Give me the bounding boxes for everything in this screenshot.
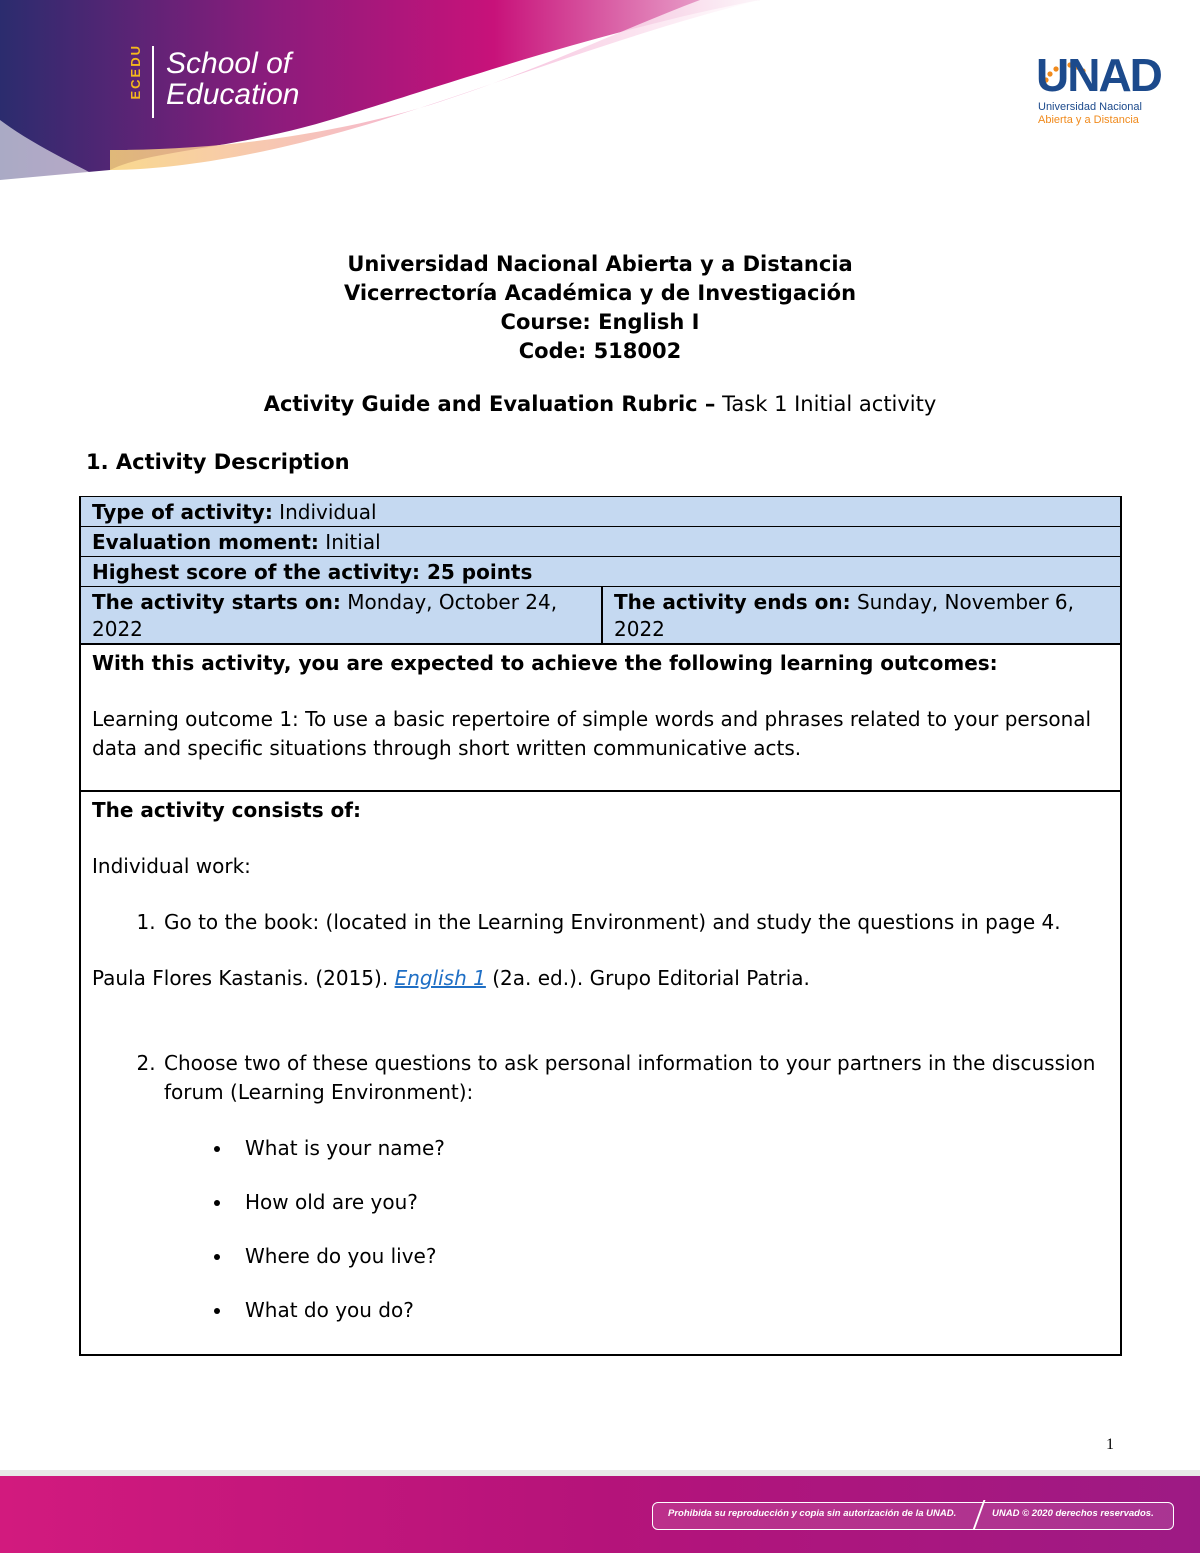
ecedu-logo-text: ECEDU	[128, 44, 143, 100]
subtitle-bold: Activity Guide and Evaluation Rubric –	[263, 392, 716, 416]
consists-heading: The activity consists of:	[92, 798, 361, 822]
questions-list	[92, 1134, 1109, 1325]
unad-subtitle-2: Abierta y a Distancia	[1038, 114, 1139, 126]
title-code: Code: 518002	[518, 339, 682, 363]
cell-ends	[602, 587, 1121, 645]
ref-before: Paula Flores Kastanis. (2015).	[92, 966, 395, 990]
type-label: Type of activity:	[92, 500, 273, 524]
row-consists	[80, 791, 1121, 1355]
row-moment	[80, 527, 1121, 557]
starts-value: Monday, October 24, 2022	[92, 590, 558, 641]
cell-outcomes	[80, 644, 1121, 791]
title-vicerrectoria: Vicerrectoría Académica y de Investigación	[343, 281, 857, 305]
subtitle-normal: Task 1 Initial activity	[715, 392, 937, 416]
score-label: Highest score of the activity: 25 points	[92, 560, 533, 584]
logo-divider	[152, 46, 154, 118]
school-of-education-logo	[166, 48, 299, 110]
question-item: • What is your name?	[233, 1134, 1109, 1163]
activity-table	[79, 496, 1122, 1356]
title-course: Course: English I	[500, 310, 700, 334]
question-item: • Where do you live?	[233, 1242, 1109, 1271]
cell-score	[80, 557, 1121, 587]
cell-starts	[80, 587, 602, 645]
footer-rights-notice: Prohibida su reproducción y copia sin autorización de la UNAD.	[668, 1508, 957, 1519]
cell-consists	[80, 791, 1121, 1355]
footer-copyright: UNAD © 2020 derechos reservados.	[992, 1508, 1154, 1519]
step-2: 2. Choose two of these questions to ask personal information to your partners in the discussion forum (Learning Environment):	[162, 1049, 1109, 1107]
book-reference	[92, 964, 1109, 993]
english-1-link[interactable]: English 1	[394, 966, 486, 990]
cell-moment	[80, 527, 1121, 557]
row-type	[80, 497, 1121, 527]
moment-label: Evaluation moment:	[92, 530, 319, 554]
school-line-1: School of	[166, 47, 292, 80]
row-outcomes	[80, 644, 1121, 791]
moment-value: Initial	[318, 530, 381, 554]
type-value: Individual	[272, 500, 377, 524]
section-title: 1. Activity Description	[86, 450, 350, 474]
ends-label: The activity ends on:	[614, 590, 851, 614]
step-1: 1. Go to the book: (located in the Learning Environment) and study the questions in page 4.	[162, 908, 1109, 937]
unad-wordmark	[1036, 48, 1161, 102]
cell-type	[80, 497, 1121, 527]
ends-value: Sunday, November 6, 2022	[614, 590, 1074, 641]
outcomes-heading: With this activity, you are expected to achieve the following learning outcomes:	[92, 651, 998, 675]
school-line-2: Education	[166, 78, 300, 111]
ref-after: (2a. ed.). Grupo Editorial Patria.	[485, 966, 810, 990]
starts-label: The activity starts on:	[92, 590, 341, 614]
question-item: • How old are you?	[233, 1188, 1109, 1217]
learning-outcome-1: Learning outcome 1: To use a basic repertoire of simple words and phrases related to your personal data and specific situations through short written communicative acts.	[92, 707, 1092, 760]
row-score	[80, 557, 1121, 587]
steps-list-1	[92, 908, 1109, 937]
question-item: • What do you do?	[233, 1296, 1109, 1325]
unad-wordmark-text: UNAD	[1036, 49, 1161, 101]
page-number: 1	[1106, 1436, 1114, 1453]
document-subtitle	[0, 392, 1200, 416]
steps-list-2	[92, 1049, 1109, 1107]
unad-subtitle-1: Universidad Nacional	[1038, 101, 1142, 113]
row-dates	[80, 587, 1121, 645]
title-university: Universidad Nacional Abierta y a Distancia	[347, 252, 853, 276]
document-titles	[0, 250, 1200, 366]
individual-work-label: Individual work:	[92, 854, 251, 878]
